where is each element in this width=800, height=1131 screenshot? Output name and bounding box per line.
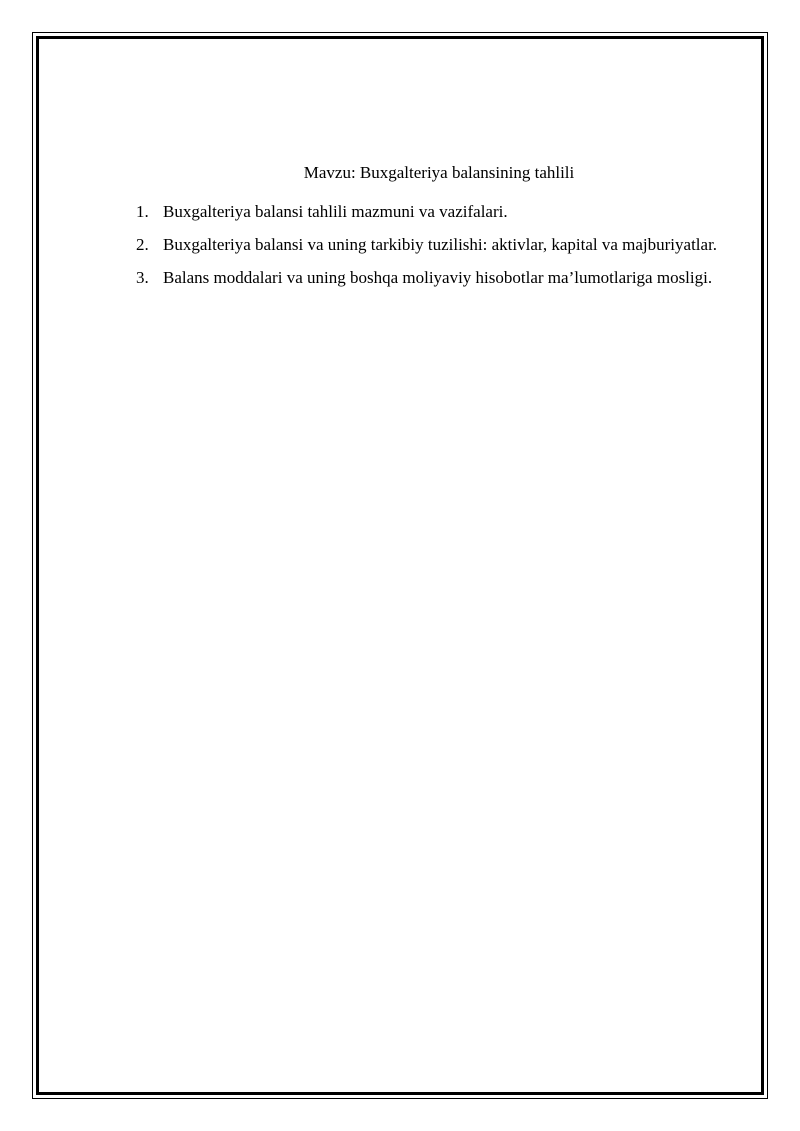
page-title: Mavzu: Buxgalteriya balansining tahlili [303, 163, 575, 182]
list-item-text: Buxgalteriya balansi tahlili mazmuni va vazifalari. [163, 202, 508, 221]
list-item-text: Balans moddalari va uning boshqa moliyaviy hisobotlar ma’lumotlariga mosligi. [163, 268, 713, 287]
page-content [136, 162, 742, 294]
list-item [136, 228, 742, 261]
topic-list [136, 195, 742, 294]
list-item [136, 195, 742, 228]
list-item-text: Buxgalteriya balansi va uning tarkibiy tuzilishi: aktivlar, kapital va majburiyatlar. [163, 235, 718, 254]
list-item-number: 2. [136, 235, 149, 254]
list-item-number: 3. [136, 268, 149, 287]
list-item-number: 1. [136, 202, 149, 221]
list-item [136, 261, 742, 294]
